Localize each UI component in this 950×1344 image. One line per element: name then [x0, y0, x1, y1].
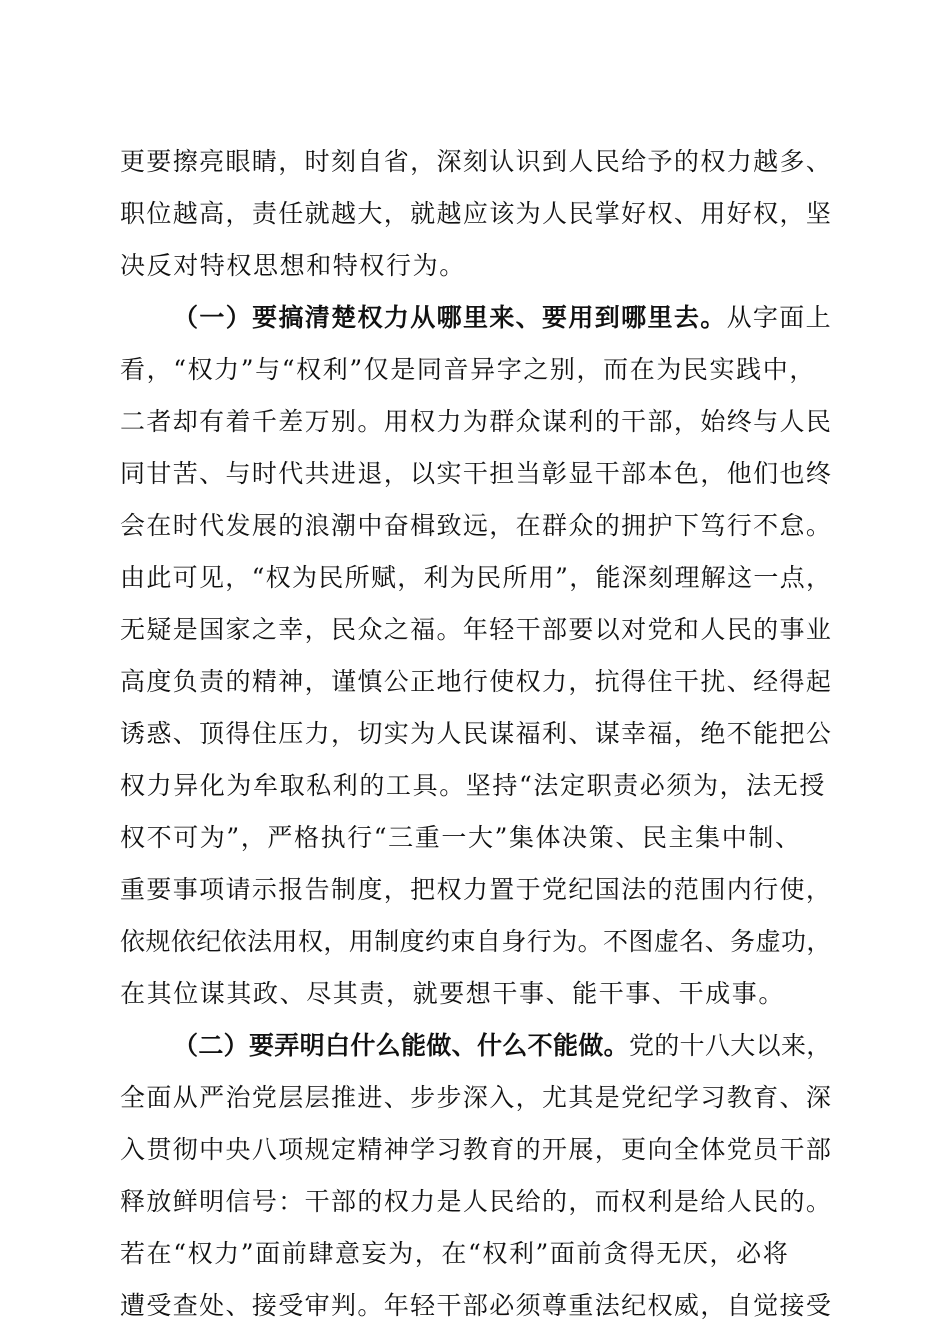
section-heading-1: （一）要搞清楚权力从哪里来、要用到哪里去。 [173, 303, 727, 332]
text-line: 由此可见，“权为民所赋，利为民所用”，能深刻理解这一点， [120, 563, 833, 592]
text-line: 更要擦亮眼睛，时刻自省，深刻认识到人民给予的权力越多、 [120, 147, 833, 176]
text-run: 党的十八大以来， [628, 1031, 832, 1060]
text-line: 在其位谋其政、尽其责，就要想干事、能干事、干成事。 [120, 979, 786, 1008]
text-line: 权力异化为牟取私利的工具。坚持“法定职责必须为，法无授 [120, 771, 826, 800]
paragraph-section-1 [120, 292, 832, 1020]
document-body [120, 136, 832, 1332]
paragraph-continuation [120, 136, 832, 292]
text-line: 二者却有着千差万别。用权力为群众谋利的干部，始终与人民 [120, 407, 833, 436]
text-line: 若在“权力”面前肆意妄为，在“权利”面前贪得无厌，必将 [120, 1239, 790, 1268]
text-line: 入贯彻中央八项规定精神学习教育的开展，更向全体党员干部 [120, 1135, 833, 1164]
paragraph-section-2 [120, 1020, 832, 1332]
text-line: 职位越高，责任就越大，就越应该为人民掌好权、用好权，坚 [120, 199, 833, 228]
section-heading-2: （二）要弄明白什么能做、什么不能做。 [173, 1031, 629, 1060]
text-line-first [120, 1020, 832, 1072]
text-line: 无疑是国家之幸，民众之福。年轻干部要以对党和人民的事业 [120, 615, 833, 644]
text-line: 释放鲜明信号：干部的权力是人民给的，而权利是给人民的。 [120, 1187, 833, 1216]
text-line: 同甘苦、与时代共进退，以实干担当彰显干部本色，他们也终 [120, 459, 833, 488]
text-line: 诱惑、顶得住压力，切实为人民谋福利、谋幸福，绝不能把公 [120, 719, 833, 748]
text-line: 看，“权力”与“权利”仅是同音异字之别，而在为民实践中， [120, 355, 816, 384]
text-line: 全面从严治党层层推进、步步深入，尤其是党纪学习教育、深 [120, 1083, 833, 1112]
text-line: 遭受查处、接受审判。年轻干部必须尊重法纪权威，自觉接受 [120, 1291, 833, 1320]
text-line: 决反对特权思想和特权行为。 [120, 251, 466, 280]
text-line: 高度负责的精神，谨慎公正地行使权力，抗得住干扰、经得起 [120, 667, 833, 696]
text-line-first [120, 292, 832, 344]
text-run: 从字面上 [726, 303, 833, 332]
text-line: 重要事项请示报告制度，把权力置于党纪国法的范围内行使， [120, 875, 833, 904]
text-line: 会在时代发展的浪潮中奋楫致远，在群众的拥护下笃行不怠。 [120, 511, 833, 540]
text-line: 依规依纪依法用权，用制度约束自身行为。不图虚名、务虚功， [120, 927, 832, 956]
text-line: 权不可为”，严格执行“三重一大”集体决策、民主集中制、 [120, 823, 802, 852]
